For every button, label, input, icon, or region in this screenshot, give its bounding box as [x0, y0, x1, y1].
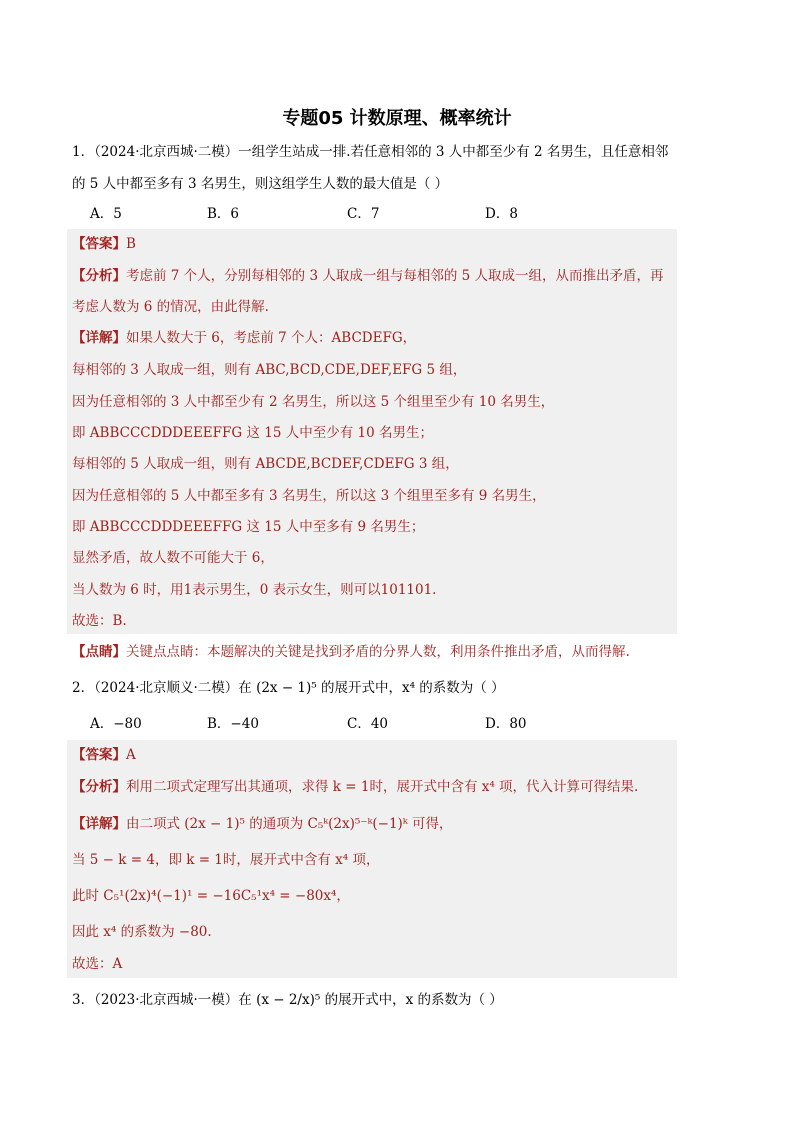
point-text: 关键点点睛：本题解决的关键是找到矛盾的分界人数，利用条件推出矛盾，从而得解. — [126, 644, 630, 660]
q1-detail-line-7: 即 ABBCCCDDDEEEFFG 这 15 人中至多有 9 名男生； — [72, 519, 425, 535]
detail-tag: 【详解】 — [72, 330, 126, 346]
q2-detail-line-4: 因此 x⁴ 的系数为 −80. — [72, 924, 212, 940]
q1-answer — [72, 234, 136, 254]
analysis-text: 考虑前 7 个人，分别每相邻的 3 人取成一组与每相邻的 5 人取成一组，从而推出矛盾，再 — [126, 268, 664, 284]
q1-stem-line-1: 1．（2024·北京西城·二模）一组学生站成一排.若任意相邻的 3 人中都至少有 2 名男生，且任意相邻 — [72, 144, 669, 160]
answer-tag: 【答案】 — [72, 747, 126, 763]
answer-value: B — [126, 236, 136, 252]
point-tag: 【点睛】 — [72, 644, 126, 660]
analysis-tag: 【分析】 — [72, 268, 126, 284]
q2-option-a: A．−80 — [90, 716, 142, 732]
q2-analysis — [72, 777, 638, 797]
q1-analysis-line-2: 考虑人数为 6 的情况，由此得解. — [72, 299, 269, 315]
q2-detail-line-3: 此时 C₅¹(2x)⁴(−1)¹ = −16C₅¹x⁴ = −80x⁴， — [72, 888, 350, 904]
q1-option-b: B．6 — [207, 206, 240, 222]
q1-detail-line-5: 每相邻的 5 人取成一组，则有 ABCDE,BCDEF,CDEFG 3 组， — [72, 456, 459, 472]
q1-point — [72, 642, 630, 662]
q1-stem-line-2: 的 5 人中都至多有 3 名男生，则这组学生人数的最大值是（ ） — [72, 176, 449, 192]
detail-tag: 【详解】 — [72, 816, 126, 832]
analysis-tag: 【分析】 — [72, 779, 126, 795]
q1-detail-line-1 — [72, 328, 416, 348]
answer-value: A — [126, 747, 136, 763]
q1-option-c: C．7 — [347, 206, 380, 222]
q2-option-c: C．40 — [347, 716, 389, 732]
q2-answer — [72, 745, 136, 765]
detail-text: 如果人数大于 6，考虑前 7 个人：ABCDEFG， — [126, 330, 417, 346]
q3-stem: 3．（2023·北京西城·一模）在 (x − 2/x)⁵ 的展开式中，x 的系数为（ ） — [72, 992, 503, 1008]
answer-tag: 【答案】 — [72, 236, 126, 252]
q1-analysis-line-1 — [72, 266, 664, 286]
page-title: 专题05 计数原理、概率统计 — [282, 108, 512, 129]
q1-detail-line-6: 因为任意相邻的 5 人中都至多有 3 名男生，所以这 3 个组里至多有 9 名男生， — [72, 488, 546, 504]
q2-detail-line-2: 当 5 − k = 4，即 k = 1时，展开式中含有 x⁴ 项， — [72, 852, 380, 868]
q2-option-b: B．−40 — [207, 716, 259, 732]
q1-detail-line-9: 当人数为 6 时，用1表示男生，0 表示女生，则可以101101. — [72, 582, 437, 598]
q2-stem: 2．（2024·北京顺义·二模）在 (2x − 1)⁵ 的展开式中，x⁴ 的系数为（ ） — [72, 680, 505, 696]
q1-detail-line-8: 显然矛盾，故人数不可能大于 6， — [72, 550, 274, 566]
q2-option-d: D．80 — [485, 716, 527, 732]
q1-option-a: A．5 — [90, 206, 122, 222]
q1-detail-line-4: 即 ABBCCCDDDEEEFFG 这 15 人中至少有 10 名男生； — [72, 425, 433, 441]
q1-detail-line-2: 每相邻的 3 人取成一组，则有 ABC,BCD,CDE,DEF,EFG 5 组， — [72, 362, 467, 378]
analysis-text: 利用二项式定理写出其通项，求得 k = 1时，展开式中含有 x⁴ 项，代入计算可得结果. — [126, 779, 639, 795]
q1-option-d: D．8 — [485, 206, 518, 222]
q1-detail-line-3: 因为任意相邻的 3 人中都至少有 2 名男生，所以这 5 个组里至少有 10 名男生， — [72, 394, 555, 410]
detail-text: 由二项式 (2x − 1)⁵ 的通项为 C₅ᵏ(2x)⁵⁻ᵏ(−1)ᵏ 可得， — [126, 816, 453, 832]
q2-detail-line-5: 故选：A — [72, 956, 123, 972]
q2-detail-line-1 — [72, 814, 453, 834]
q1-detail-line-10: 故选：B. — [72, 613, 127, 629]
